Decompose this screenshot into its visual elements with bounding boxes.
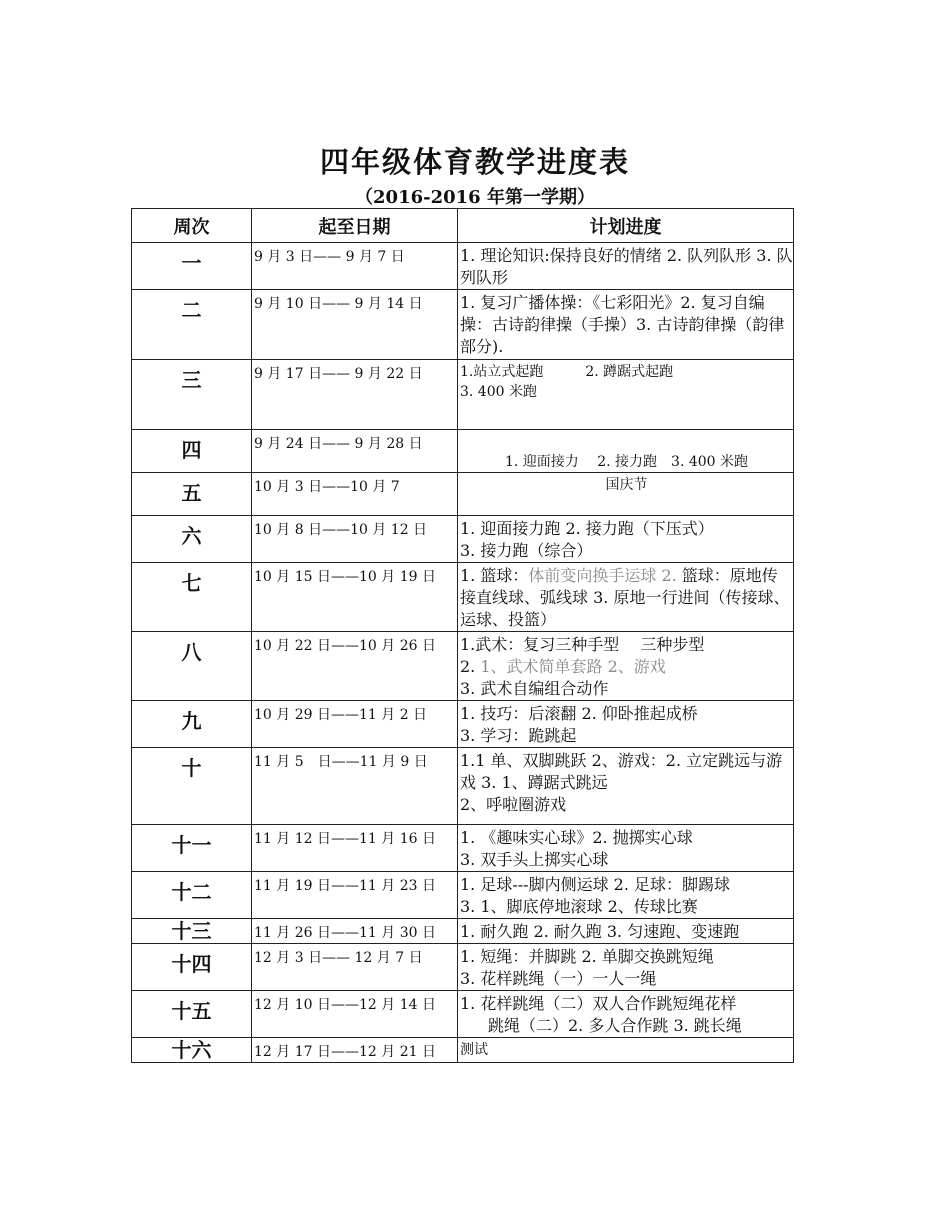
date-cell: 9 月 10 日—— 9 月 14 日 (252, 290, 458, 360)
week-cell: 八 (132, 632, 252, 701)
plan-line: 1.站立式起跑 2. 蹲踞式起跑 (460, 364, 674, 380)
plan-line: 1.武术：复习三种手型 三种步型 (460, 635, 705, 654)
date-cell: 11 月 26 日——11 月 30 日 (252, 919, 458, 944)
week-cell: 十一 (132, 825, 252, 872)
plan-cell (458, 430, 794, 473)
plan-line: 3. 1、脚底停地滚球 2、传球比赛 (460, 897, 698, 916)
table-row (132, 872, 794, 919)
table-row (132, 516, 794, 563)
plan-line: 1. 短绳：并脚跳 2. 单脚交换跳短绳 (460, 947, 714, 966)
plan-cell (458, 473, 794, 516)
plan-text: 1. 迎面接力 2. 接力跑 3. 400 米跑 (504, 454, 749, 470)
plan-text: 2. (460, 657, 481, 676)
week-cell: 十四 (132, 944, 252, 991)
plan-cell (458, 290, 794, 360)
plan-text-gray: 体前变向换手运球 2. (528, 566, 677, 585)
week-cell: 十五 (132, 991, 252, 1038)
plan-cell (458, 563, 794, 632)
week-cell: 十 (132, 748, 252, 825)
date-cell: 10 月 29 日——11 月 2 日 (252, 701, 458, 748)
plan-cell (458, 919, 794, 944)
plan-line: 3. 接力跑（综合） (460, 541, 593, 560)
plan-line: 1. 《趣味实心球》2. 抛掷实心球 (460, 828, 693, 847)
plan-line: 3. 学习：跪跳起 (460, 726, 577, 745)
table-row (132, 748, 794, 825)
date-cell: 12 月 17 日——12 月 21 日 (252, 1038, 458, 1063)
plan-line: 跳绳（二）2. 多人合作跳 3. 跳长绳 (488, 1016, 742, 1035)
table-row (132, 991, 794, 1038)
plan-text: 1. 复习广播体操：《七彩阳光》2. 复习自编操：古诗韵律操（手操）3. 古诗韵律操（韵律部分). (460, 293, 785, 356)
date-cell: 10 月 8 日——10 月 12 日 (252, 516, 458, 563)
plan-cell (458, 944, 794, 991)
date-cell: 9 月 17 日—— 9 月 22 日 (252, 360, 458, 430)
week-cell: 六 (132, 516, 252, 563)
week-cell: 十六 (132, 1038, 252, 1063)
plan-text: 1. 理论知识:保持良好的情绪 2. 队列队形 3. 队列队形 (460, 246, 793, 287)
date-cell: 11 月 19 日——11 月 23 日 (252, 872, 458, 919)
date-cell: 12 月 3 日—— 12 月 7 日 (252, 944, 458, 991)
plan-line: 3. 400 米跑 (460, 384, 537, 400)
date-cell: 11 月 5 日——11 月 9 日 (252, 748, 458, 825)
table-row (132, 1038, 794, 1063)
table-row (132, 919, 794, 944)
header-dates: 起至日期 (252, 209, 458, 243)
table-row (132, 430, 794, 473)
plan-line: 3. 花样跳绳（一）一人一绳 (460, 969, 657, 988)
date-cell: 10 月 15 日——10 月 19 日 (252, 563, 458, 632)
table-row (132, 563, 794, 632)
plan-cell (458, 872, 794, 919)
plan-cell (458, 991, 794, 1038)
table-row (132, 290, 794, 360)
schedule-table (131, 208, 794, 1063)
plan-line: 1. 花样跳绳（二）双人合作跳短绳花样 (460, 994, 737, 1013)
plan-cell (458, 1038, 794, 1063)
week-cell: 十二 (132, 872, 252, 919)
plan-text: 国庆节 (605, 477, 648, 493)
plan-cell (458, 825, 794, 872)
date-cell: 10 月 22 日——10 月 26 日 (252, 632, 458, 701)
table-header-row (132, 209, 794, 243)
date-cell: 9 月 24 日—— 9 月 28 日 (252, 430, 458, 473)
table-row (132, 944, 794, 991)
plan-line: 3. 武术自编组合动作 (460, 679, 609, 698)
plan-text: 篮球：原地传接直线球、弧线球 3. 原地一行进间（传接球、运球、投篮） (460, 566, 790, 629)
plan-cell (458, 748, 794, 825)
table-row (132, 473, 794, 516)
plan-cell (458, 243, 794, 290)
plan-line: 3. 双手头上掷实心球 (460, 850, 609, 869)
plan-text-gray: 1、武术简单套路 2、游戏 (480, 657, 666, 676)
week-cell: 七 (132, 563, 252, 632)
plan-line: 2、呼啦圈游戏 (460, 795, 567, 814)
header-plan: 计划进度 (458, 209, 794, 243)
week-cell: 十三 (132, 919, 252, 944)
week-cell: 二 (132, 290, 252, 360)
plan-line: 1. 迎面接力跑 2. 接力跑（下压式） (460, 519, 714, 538)
table-row (132, 701, 794, 748)
header-week: 周次 (132, 209, 252, 243)
page-subtitle: （2016-2016 年第一学期） (355, 187, 595, 208)
plan-text: 测试 (460, 1042, 488, 1058)
plan-text: 1. 篮球： (460, 566, 529, 585)
week-cell: 一 (132, 243, 252, 290)
plan-line: 1. 足球---脚内侧运球 2. 足球：脚踢球 (460, 875, 731, 894)
plan-line (460, 656, 793, 678)
table-row (132, 360, 794, 430)
plan-cell (458, 632, 794, 701)
plan-cell (458, 701, 794, 748)
week-cell: 四 (132, 430, 252, 473)
date-cell: 9 月 3 日—— 9 月 7 日 (252, 243, 458, 290)
table-row (132, 632, 794, 701)
page-title: 四年级体育教学进度表 (319, 145, 630, 179)
table-row (132, 243, 794, 290)
week-cell: 五 (132, 473, 252, 516)
date-cell: 12 月 10 日——12 月 14 日 (252, 991, 458, 1038)
plan-text: 1. 耐久跑 2. 耐久跑 3. 匀速跑、变速跑 (460, 922, 740, 941)
plan-cell (458, 360, 794, 430)
plan-line: 1. 技巧：后滚翻 2. 仰卧推起成桥 (460, 704, 698, 723)
week-cell: 三 (132, 360, 252, 430)
date-cell: 11 月 12 日——11 月 16 日 (252, 825, 458, 872)
plan-cell (458, 516, 794, 563)
week-cell: 九 (132, 701, 252, 748)
date-cell: 10 月 3 日——10 月 7 (252, 473, 458, 516)
plan-line: 1.1 单、双脚跳跃 2、游戏：2. 立定跳远与游戏 3. 1、蹲踞式跳远 (460, 751, 783, 792)
table-row (132, 825, 794, 872)
